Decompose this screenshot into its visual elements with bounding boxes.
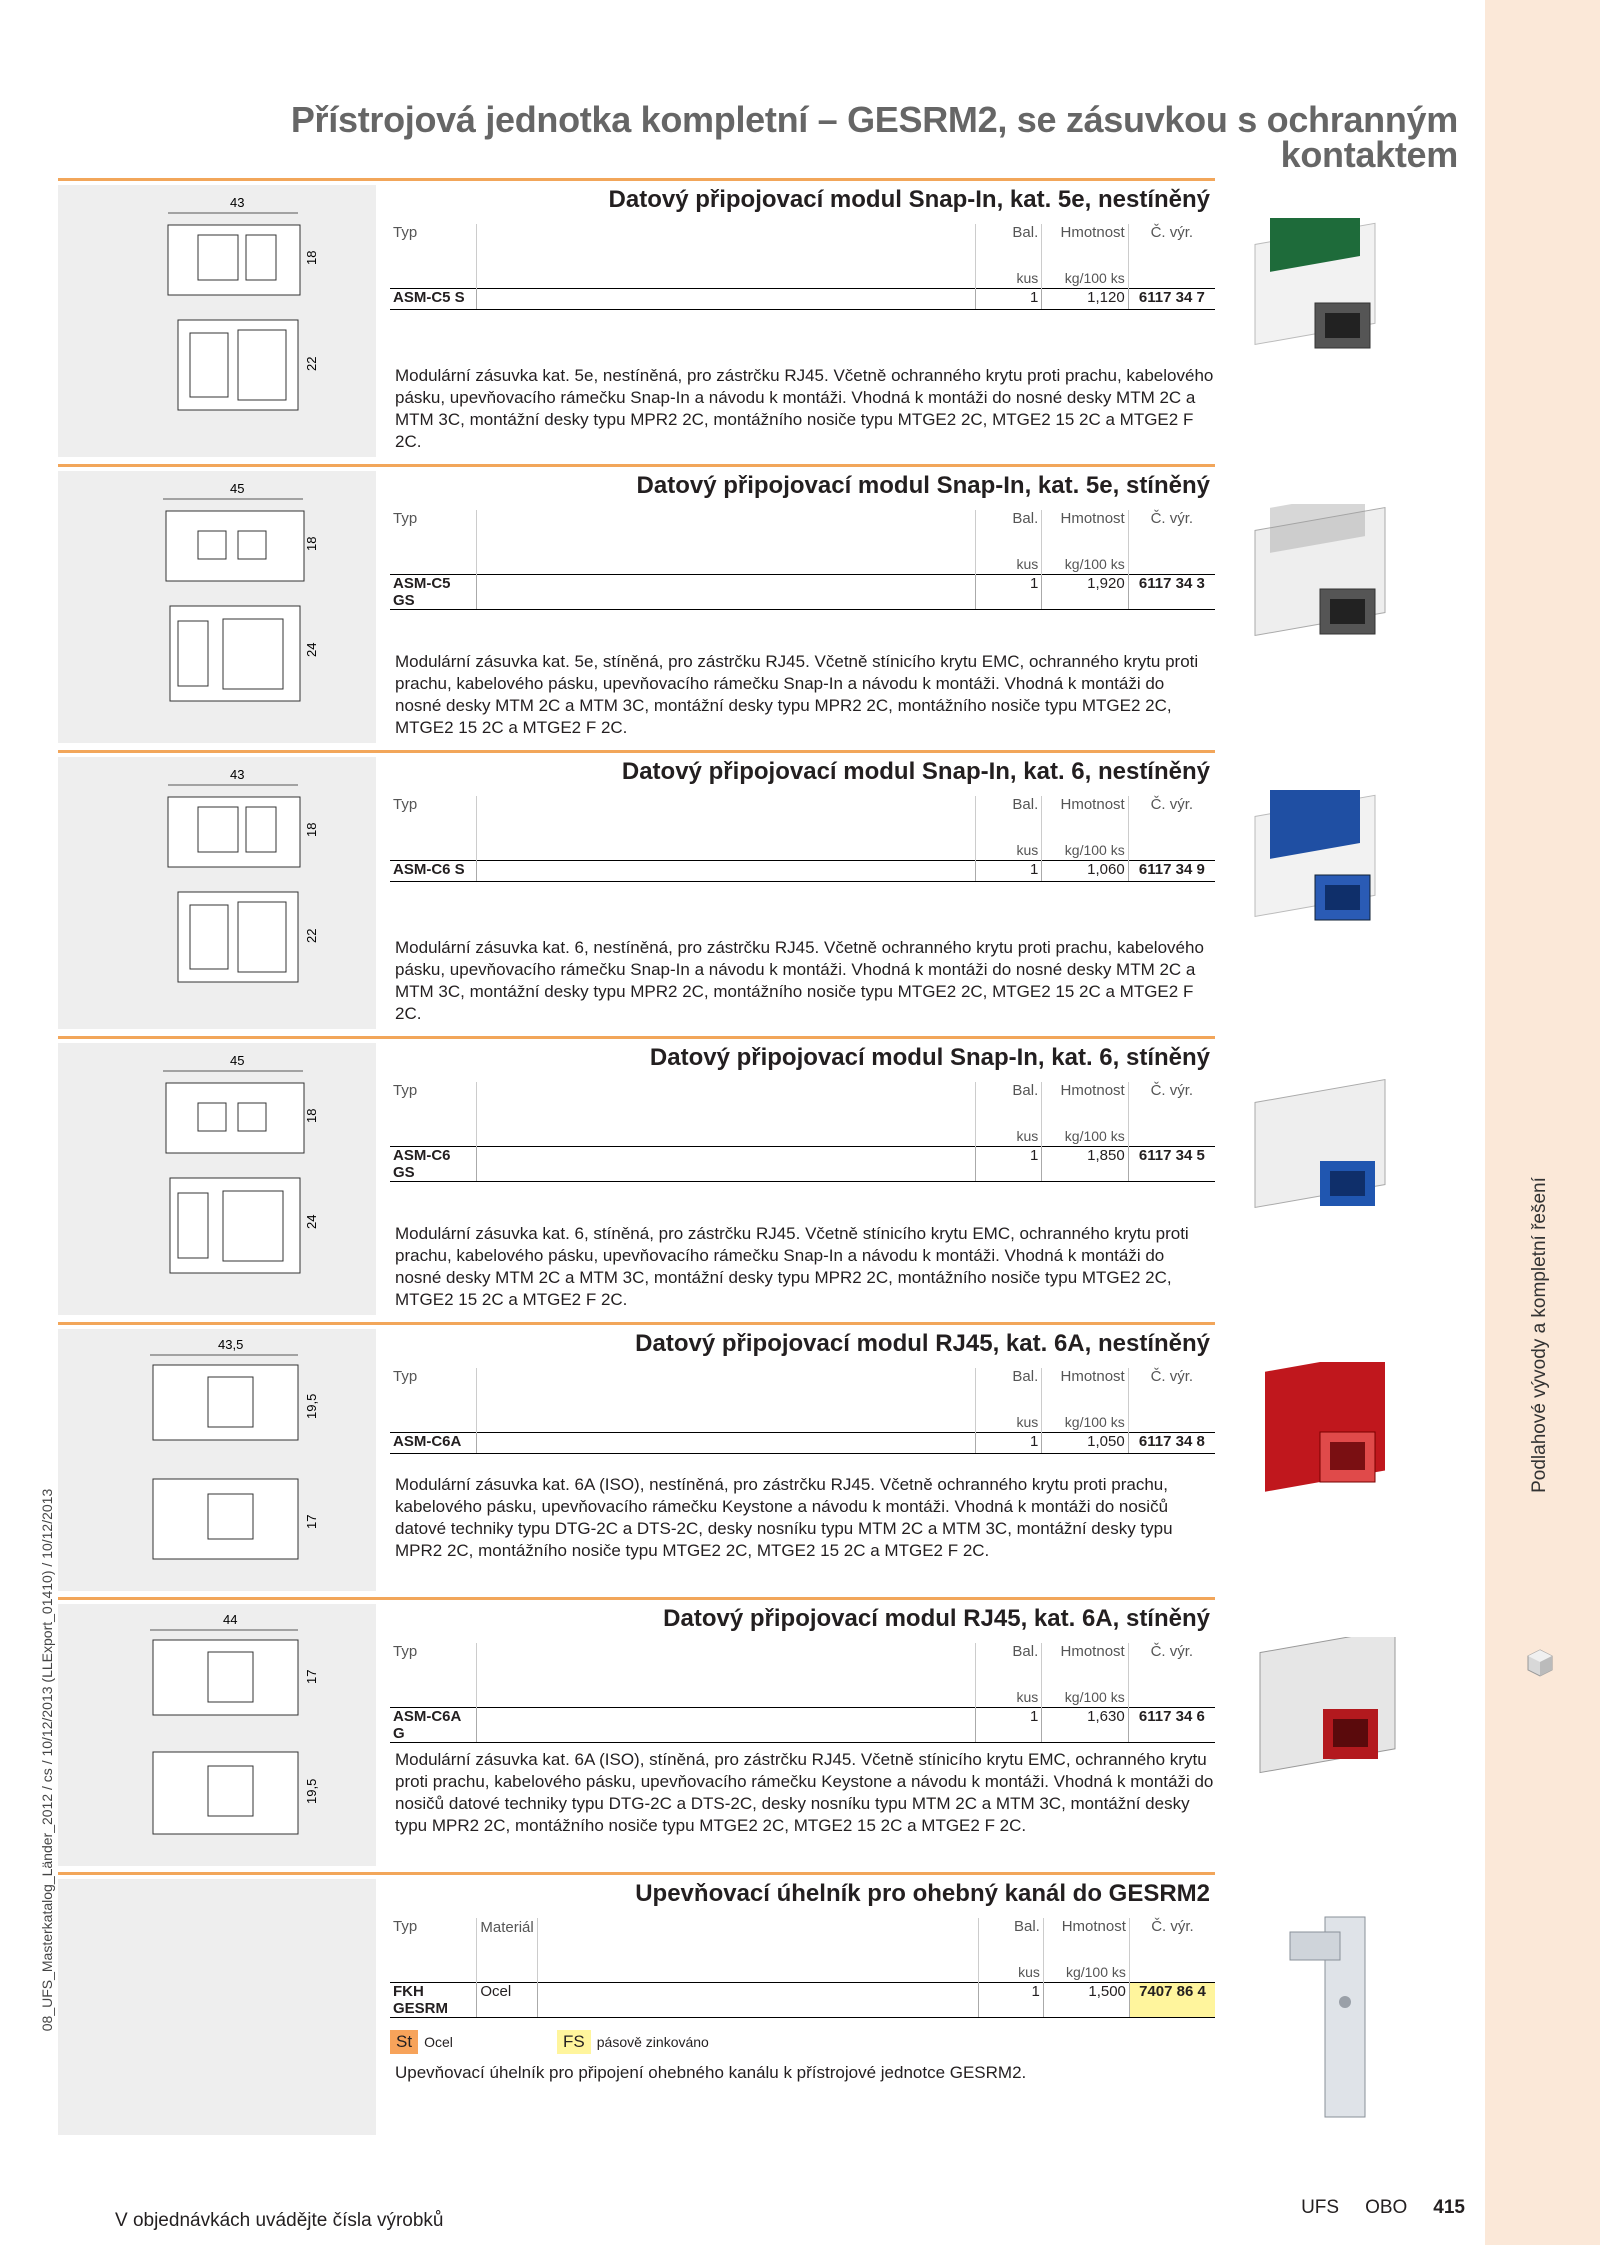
dim-width: 19,5 bbox=[304, 1778, 319, 1804]
header-bal: Bal. bbox=[976, 1082, 1042, 1128]
section-title: Datový připojovací modul RJ45, kat. 6A, stíněný bbox=[663, 1605, 1210, 1632]
dim-width: 22 bbox=[304, 356, 319, 371]
section-description: Upevňovací úhelník pro připojení ohebného kanálu k přístrojové jednotce GESRM2. bbox=[395, 2063, 1027, 2082]
product-section-3 bbox=[0, 750, 1215, 1036]
side-label: Podlahové vývody a kompletní řešení bbox=[1529, 1177, 1550, 1493]
header-hmotnost: Hmotnost bbox=[1043, 1918, 1129, 1964]
cell-hmotnost: 1,120 bbox=[1042, 289, 1128, 310]
dim-height: 18 bbox=[304, 1108, 319, 1123]
cell-cislo: 6117 34 6 bbox=[1128, 1708, 1215, 1743]
header-bal: Bal. bbox=[978, 1918, 1043, 1964]
header-hmotnost: Hmotnost bbox=[1042, 796, 1128, 842]
legend-st-badge: St bbox=[390, 2030, 418, 2054]
header-typ: Typ bbox=[393, 224, 418, 241]
technical-drawing bbox=[58, 1879, 376, 2135]
unit-bal: kus bbox=[976, 1128, 1042, 1147]
header-bal: Bal. bbox=[976, 1643, 1042, 1689]
cell-cislo: 6117 34 5 bbox=[1128, 1147, 1215, 1182]
table-row bbox=[390, 1147, 1215, 1182]
product-section-5 bbox=[0, 1322, 1215, 1597]
dim-width: 24 bbox=[304, 1214, 319, 1229]
section-description: Modulární zásuvka kat. 5e, nestíněná, pro zástrčku RJ45. Včetně ochranného krytu proti prachu, kabelového pásku, upevňovacího rámečku Snap-In a návodu k montáži. Vhodná k montáži do nosné desky MTM 2C a MTM 3C, montážní desky typu MPR2 2C, montážního nosiče typu MTGE2 2C, MTGE2 15 2C a MTGE2 F 2C. bbox=[395, 366, 1214, 451]
header-typ: Typ bbox=[393, 1918, 418, 1935]
cell-bal: 1 bbox=[976, 575, 1042, 610]
dim-width: 24 bbox=[304, 642, 319, 657]
technical-drawing bbox=[58, 1043, 376, 1315]
product-photo bbox=[1235, 790, 1425, 950]
unit-bal: kus bbox=[976, 556, 1042, 575]
product-section-6 bbox=[0, 1597, 1215, 1872]
cell-cislo: 7407 86 4 bbox=[1129, 1983, 1215, 2018]
brand-obo: OBO bbox=[1365, 2197, 1408, 2218]
header-bal: Bal. bbox=[976, 1368, 1042, 1414]
table-row bbox=[390, 1983, 1215, 2018]
header-hmotnost: Hmotnost bbox=[1042, 1368, 1128, 1414]
spec-table bbox=[390, 224, 1215, 310]
section-title: Datový připojovací modul Snap-In, kat. 6, nestíněný bbox=[621, 758, 1210, 785]
section-divider bbox=[58, 1322, 1215, 1325]
header-cislo: Č. výr. bbox=[1128, 1643, 1215, 1689]
unit-bal: kus bbox=[978, 1964, 1043, 1983]
section-divider bbox=[58, 178, 1215, 181]
unit-hm: kg/100 ks bbox=[1042, 270, 1128, 289]
product-photo bbox=[1235, 1362, 1425, 1522]
table-row bbox=[390, 1433, 1215, 1454]
header-typ: Typ bbox=[393, 796, 418, 813]
section-divider bbox=[58, 1597, 1215, 1600]
spec-table bbox=[390, 1643, 1215, 1743]
dim-length: 44 bbox=[223, 1612, 238, 1627]
spec-table bbox=[390, 1368, 1215, 1454]
product-section-bracket bbox=[0, 1872, 1215, 2140]
dim-length: 45 bbox=[230, 481, 245, 496]
unit-bal: kus bbox=[976, 842, 1042, 861]
header-cislo: Č. výr. bbox=[1128, 796, 1215, 842]
header-hmotnost: Hmotnost bbox=[1042, 1643, 1128, 1689]
section-divider bbox=[58, 1036, 1215, 1039]
header-typ: Typ bbox=[393, 1368, 418, 1385]
header-typ: Typ bbox=[393, 1643, 418, 1660]
dim-width: 22 bbox=[304, 928, 319, 943]
cell-material: Ocel bbox=[477, 1983, 537, 2018]
cell-hmotnost: 1,050 bbox=[1042, 1433, 1128, 1454]
unit-hm: kg/100 ks bbox=[1042, 1689, 1128, 1708]
cell-bal: 1 bbox=[976, 861, 1042, 882]
section-description: Modulární zásuvka kat. 5e, stíněná, pro zástrčku RJ45. Včetně stínicího krytu EMC, ochranného krytu proti prachu, kabelového pásku, upevňovacího rámečku Snap-In a návodu k montáži. Vhodná k montáži do nosné desky MTM 2C a MTM 3C, montážní desky typu MPR2 2C, montážního nosiče typu MTGE2 2C, MTGE2 15 2C a MTGE2 F 2C. bbox=[395, 652, 1199, 737]
unit-bal: kus bbox=[976, 270, 1042, 289]
spec-table bbox=[390, 1918, 1215, 2018]
cell-cislo: 6117 34 7 bbox=[1128, 289, 1215, 310]
unit-hm: kg/100 ks bbox=[1042, 842, 1128, 861]
section-title: Datový připojovací modul Snap-In, kat. 5e, stíněný bbox=[636, 472, 1210, 499]
table-row bbox=[390, 289, 1215, 310]
header-bal: Bal. bbox=[976, 796, 1042, 842]
header-typ: Typ bbox=[393, 1082, 418, 1099]
cell-typ: FKH GESRM bbox=[390, 1983, 477, 2018]
technical-drawing bbox=[58, 471, 376, 743]
legend-fs-badge: FS bbox=[557, 2030, 591, 2054]
section-divider bbox=[58, 464, 1215, 467]
cell-typ: ASM-C6 GS bbox=[390, 1147, 477, 1182]
cell-bal: 1 bbox=[976, 1433, 1042, 1454]
section-description: Modulární zásuvka kat. 6, stíněná, pro zástrčku RJ45. Včetně stínicího krytu EMC, ochranného krytu proti prachu, kabelového pásku, upevňovacího rámečku Snap-In a návodu k montáži. Vhodná k montáži do nosné desky MTM 2C a MTM 3C, montážní desky typu MPR2 2C, montážního nosiče typu MTGE2 2C, MTGE2 15 2C a MTGE2 F 2C. bbox=[395, 1224, 1189, 1309]
dim-length: 45 bbox=[230, 1053, 245, 1068]
table-row bbox=[390, 1708, 1215, 1743]
side-tab bbox=[1485, 0, 1600, 2245]
technical-drawing bbox=[58, 1329, 376, 1591]
dim-height: 19,5 bbox=[304, 1393, 319, 1419]
header-typ: Typ bbox=[393, 510, 418, 527]
product-section-4 bbox=[0, 1036, 1215, 1322]
page-number: 415 bbox=[1433, 2197, 1465, 2218]
dim-length: 43 bbox=[230, 767, 245, 782]
unit-hm: kg/100 ks bbox=[1042, 1414, 1128, 1433]
dim-length: 43 bbox=[230, 195, 245, 210]
product-section-2 bbox=[0, 464, 1215, 750]
dim-height: 18 bbox=[304, 536, 319, 551]
product-photo bbox=[1235, 1076, 1425, 1236]
technical-drawing bbox=[58, 757, 376, 1029]
legend-st-text: Ocel bbox=[424, 2034, 453, 2050]
product-photo bbox=[1235, 504, 1425, 664]
bracket-photo bbox=[1280, 1912, 1400, 2132]
header-hmotnost: Hmotnost bbox=[1042, 1082, 1128, 1128]
header-hmotnost: Hmotnost bbox=[1042, 224, 1128, 270]
technical-drawing bbox=[58, 185, 376, 457]
brand-ufs: UFS bbox=[1301, 2197, 1340, 2218]
header-cislo: Č. výr. bbox=[1128, 1368, 1215, 1414]
product-section-1 bbox=[0, 178, 1215, 464]
cell-hmotnost: 1,920 bbox=[1042, 575, 1128, 610]
unit-hm: kg/100 ks bbox=[1043, 1964, 1129, 1983]
cell-bal: 1 bbox=[976, 1708, 1042, 1743]
header-cislo: Č. výr. bbox=[1128, 224, 1215, 270]
cell-bal: 1 bbox=[976, 289, 1042, 310]
section-divider bbox=[58, 1872, 1215, 1875]
dim-length: 43,5 bbox=[218, 1337, 244, 1352]
cell-cislo: 6117 34 3 bbox=[1128, 575, 1215, 610]
spec-table bbox=[390, 1082, 1215, 1182]
cell-hmotnost: 1,060 bbox=[1042, 861, 1128, 882]
cell-hmotnost: 1,500 bbox=[1043, 1983, 1129, 2018]
cube-icon bbox=[1526, 1648, 1554, 1678]
page-title: Přístrojová jednotka kompletní – GESRM2, se zásuvkou s ochranným kontaktem bbox=[290, 99, 1458, 175]
dim-height: 18 bbox=[304, 822, 319, 837]
cell-bal: 1 bbox=[978, 1983, 1043, 2018]
footer-brand bbox=[1301, 2197, 1465, 2219]
section-title: Datový připojovací modul Snap-In, kat. 5e, nestíněný bbox=[608, 186, 1210, 213]
header-bal: Bal. bbox=[976, 510, 1042, 556]
section-description: Modulární zásuvka kat. 6A (ISO), stíněná, pro zástrčku RJ45. Včetně stínicího krytu EMC, ochranného krytu proti prachu, kabelového pásku, upevňovacího rámečku Keystone a návodu k montáži. Vhodná k montáži do nosičů datové techniky typu DTG-2C a DTS-2C, desky nosníku typu MTM 2C a MTM 3C, montážní desky typu MPR2 2C, montážního nosiče typu MTGE2 2C, MTGE2 15 2C a MTGE2 F 2C. bbox=[395, 1750, 1214, 1835]
cell-typ: ASM-C6A bbox=[390, 1433, 477, 1454]
cell-typ: ASM-C6 S bbox=[390, 861, 477, 882]
section-title: Upevňovací úhelník pro ohebný kanál do GESRM2 bbox=[635, 1880, 1210, 1907]
header-bal: Bal. bbox=[976, 224, 1042, 270]
cell-bal: 1 bbox=[976, 1147, 1042, 1182]
section-description: Modulární zásuvka kat. 6A (ISO), nestíněná, pro zástrčku RJ45. Včetně ochranného krytu proti prachu, kabelového pásku, upevňovacího rámečku Keystone a návodu k montáži. Vhodná k montáži do nosičů datové techniky typu DTG-2C a DTS-2C, desky nosníku typu MTM 2C a MTM 3C, montážní desky typu MPR2 2C, montážního nosiče typu MTGE2 2C, MTGE2 15 2C a MTGE2 F 2C. bbox=[395, 1475, 1173, 1560]
spec-table bbox=[390, 510, 1215, 610]
dim-height: 18 bbox=[304, 250, 319, 265]
section-divider bbox=[58, 750, 1215, 753]
cell-typ: ASM-C5 S bbox=[390, 289, 477, 310]
cell-cislo: 6117 34 8 bbox=[1128, 1433, 1215, 1454]
section-title: Datový připojovací modul Snap-In, kat. 6, stíněný bbox=[649, 1044, 1210, 1071]
header-material: Materiál bbox=[477, 1918, 537, 1964]
technical-drawing bbox=[58, 1604, 376, 1866]
cell-cislo: 6117 34 9 bbox=[1128, 861, 1215, 882]
cell-typ: ASM-C6A G bbox=[390, 1708, 477, 1743]
header-cislo: Č. výr. bbox=[1128, 1082, 1215, 1128]
dim-width: 17 bbox=[304, 1514, 319, 1529]
header-hmotnost: Hmotnost bbox=[1042, 510, 1128, 556]
spec-table bbox=[390, 796, 1215, 882]
product-photo bbox=[1235, 1637, 1425, 1797]
unit-hm: kg/100 ks bbox=[1042, 1128, 1128, 1147]
product-photo bbox=[1235, 218, 1425, 378]
unit-hm: kg/100 ks bbox=[1042, 556, 1128, 575]
dim-height: 17 bbox=[304, 1669, 319, 1684]
section-title: Datový připojovací modul RJ45, kat. 6A, nestíněný bbox=[635, 1330, 1210, 1357]
table-row bbox=[390, 575, 1215, 610]
header-cislo: Č. výr. bbox=[1128, 510, 1215, 556]
cell-typ: ASM-C5 GS bbox=[390, 575, 477, 610]
unit-bal: kus bbox=[976, 1414, 1042, 1433]
header-cislo: Č. výr. bbox=[1129, 1918, 1215, 1964]
catalog-meta: 08_UFS_Masterkatalog_Länder_2012 / cs / 10/12/2013 (LLExport_01410) / 10/12/2013 bbox=[39, 1488, 55, 2032]
material-legend bbox=[390, 2030, 709, 2054]
legend-fs-text: pásově zinkováno bbox=[596, 2034, 709, 2050]
table-row bbox=[390, 861, 1215, 882]
cell-hmotnost: 1,850 bbox=[1042, 1147, 1128, 1182]
section-description: Modulární zásuvka kat. 6, nestíněná, pro zástrčku RJ45. Včetně ochranného krytu proti prachu, kabelového pásku, upevňovacího rámečku Snap-In a návodu k montáži. Vhodná k montáži do nosné desky MTM 2C a MTM 3C, montážní desky typu MPR2 2C, montážního nosiče typu MTGE2 2C, MTGE2 15 2C a MTGE2 F 2C. bbox=[395, 938, 1204, 1023]
unit-bal: kus bbox=[976, 1689, 1042, 1708]
cell-hmotnost: 1,630 bbox=[1042, 1708, 1128, 1743]
footer-note: V objednávkách uvádějte čísla výrobků bbox=[115, 2210, 444, 2231]
